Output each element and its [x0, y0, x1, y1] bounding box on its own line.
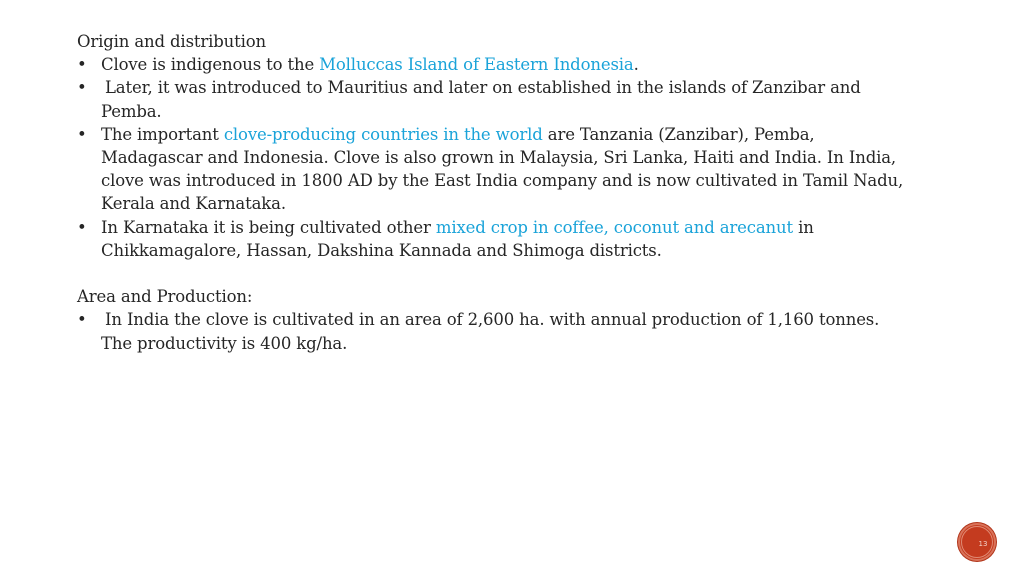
- origin-bullet-4: [77, 216, 907, 262]
- slide-content: [77, 30, 907, 355]
- area-bullet-1: [77, 308, 907, 354]
- area-bullet-1-text: In India the clove is cultivated in an area of 2,600 ha. with annual production of 1,160 tonnes. The productivity is 400 kg/ha.: [101, 310, 880, 353]
- slide-number-badge: [958, 523, 996, 561]
- origin-bullet-1-after: .: [633, 55, 639, 75]
- origin-bullet-4-before: In Karnataka it is being cultivated other: [101, 217, 436, 237]
- slide-number-ring: [961, 526, 993, 558]
- bullet-marker: •: [77, 310, 87, 330]
- origin-bullet-3-after: are Tanzania (Zanzibar), Pemba, Madagascar and Indonesia. Clove is also grown in Malaysia, Sri Lanka, Haiti and India. In India, clove was introduced in 1800 AD by the East India company and is now cultivated in Tamil Nadu, Kerala and Karnataka.: [101, 124, 904, 214]
- origin-bullet-2: [77, 76, 907, 122]
- section-spacer: [77, 262, 907, 285]
- origin-bullet-3: [77, 123, 907, 216]
- area-bullet-list: [77, 308, 907, 354]
- bullet-marker: •: [77, 124, 87, 144]
- slide-number-text: 13: [978, 540, 988, 548]
- origin-heading: Origin and distribution: [77, 32, 266, 51]
- origin-bullet-1-highlight: Molluccas Island of Eastern Indonesia: [319, 55, 634, 75]
- bullet-marker: •: [77, 78, 87, 98]
- origin-bullet-2-text: Later, it was introduced to Mauritius and later on established in the islands of Zanzibar and Pemba.: [101, 78, 861, 121]
- area-heading: Area and Production:: [77, 287, 253, 307]
- origin-bullet-3-before: The important: [101, 124, 224, 144]
- origin-bullet-4-highlight: mixed crop in coffee, coconut and arecanut: [435, 217, 793, 237]
- origin-bullet-4-after: in Chikkamagalore, Hassan, Dakshina Kannada and Shimoga districts.: [101, 217, 814, 260]
- origin-bullet-3-highlight: clove-producing countries in the world: [223, 124, 543, 144]
- bullet-marker: •: [77, 217, 87, 237]
- bullet-marker: •: [77, 55, 87, 75]
- origin-bullet-1-before: Clove is indigenous to the: [101, 55, 320, 75]
- origin-bullet-list: [77, 53, 907, 262]
- origin-bullet-1: [77, 53, 907, 76]
